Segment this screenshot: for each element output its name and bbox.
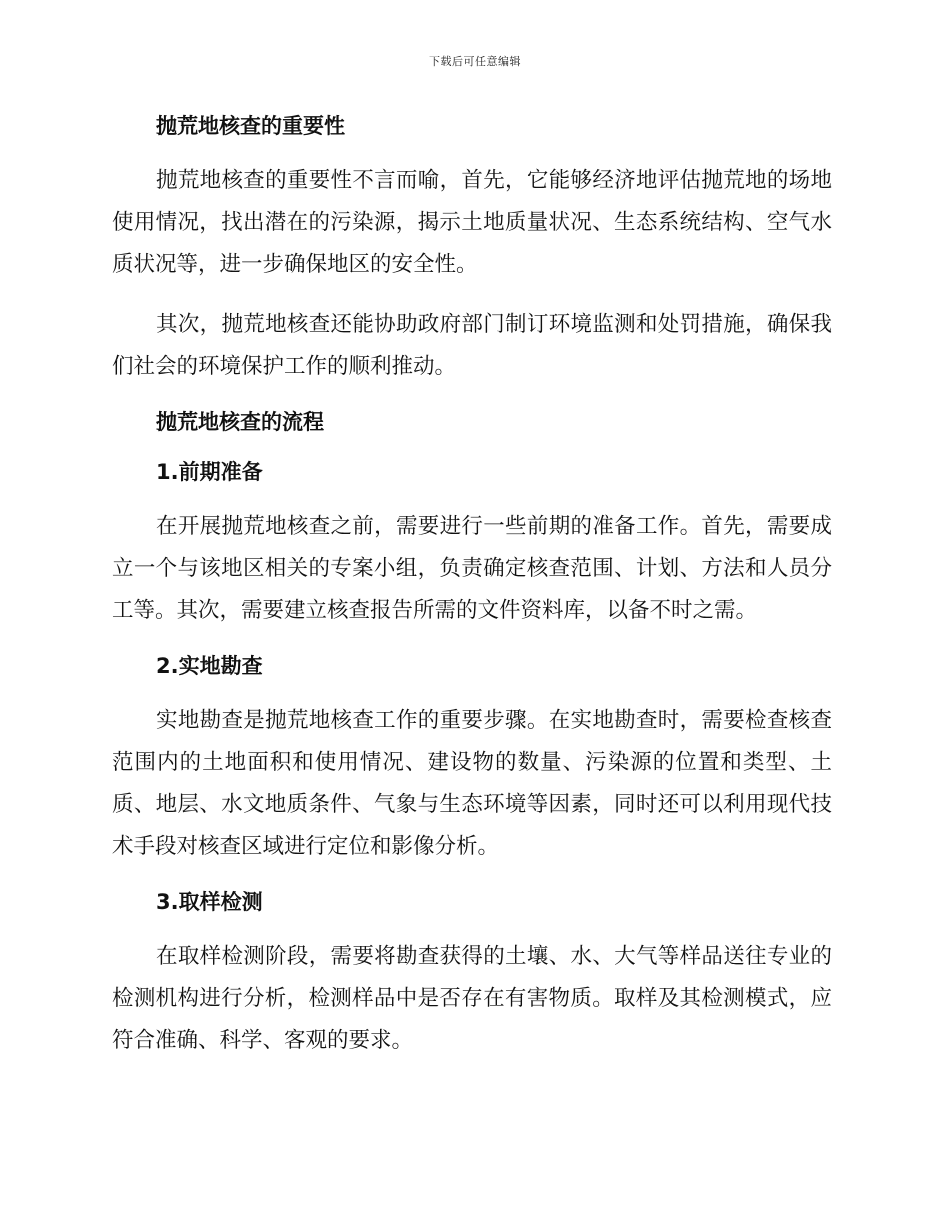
paragraph-sampling: 在取样检测阶段，需要将勘查获得的土壤、水、大气等样品送往专业的检测机构进行分析，检测样品中是否存在有害物质。取样及其检测模式，应符合准确、科学、客观的要求。 (112, 944, 832, 1053)
paragraph-importance-1: 抛荒地核查的重要性不言而喻，首先，它能够经济地评估抛荒地的场地使用情况，找出潜在的污染源，揭示土地质量状况、生态系统结构、空气水质状况等，进一步确保地区的安全性。 (112, 168, 832, 277)
paragraph-preparation: 在开展抛荒地核查之前，需要进行一些前期的准备工作。首先，需要成立一个与该地区相关的专案小组，负责确定核查范围、计划、方法和人员分工等。其次，需要建立核查报告所需的文件资料库，以备不时之需。 (112, 514, 832, 623)
step-heading-preparation: 1.前期准备 (156, 460, 263, 484)
section-heading-importance: 抛荒地核查的重要性 (156, 114, 345, 138)
step-heading-sampling: 3.取样检测 (156, 890, 263, 914)
step-heading-site-survey: 2.实地勘查 (156, 654, 263, 678)
document-body (112, 110, 832, 1080)
paragraph-importance-2: 其次，抛荒地核查还能协助政府部门制订环境监测和处罚措施，确保我们社会的环境保护工作的顺利推动。 (112, 312, 832, 379)
page-header: 下载后可任意编辑 (429, 55, 521, 68)
section-heading-process: 抛荒地核查的流程 (156, 410, 324, 434)
paragraph-site-survey: 实地勘查是抛荒地核查工作的重要步骤。在实地勘查时，需要检查核查范围内的土地面积和使用情况、建设物的数量、污染源的位置和类型、土质、地层、水文地质条件、气象与生态环境等因素，同时还可以利用现代技术手段对核查区域进行定位和影像分析。 (112, 708, 832, 859)
